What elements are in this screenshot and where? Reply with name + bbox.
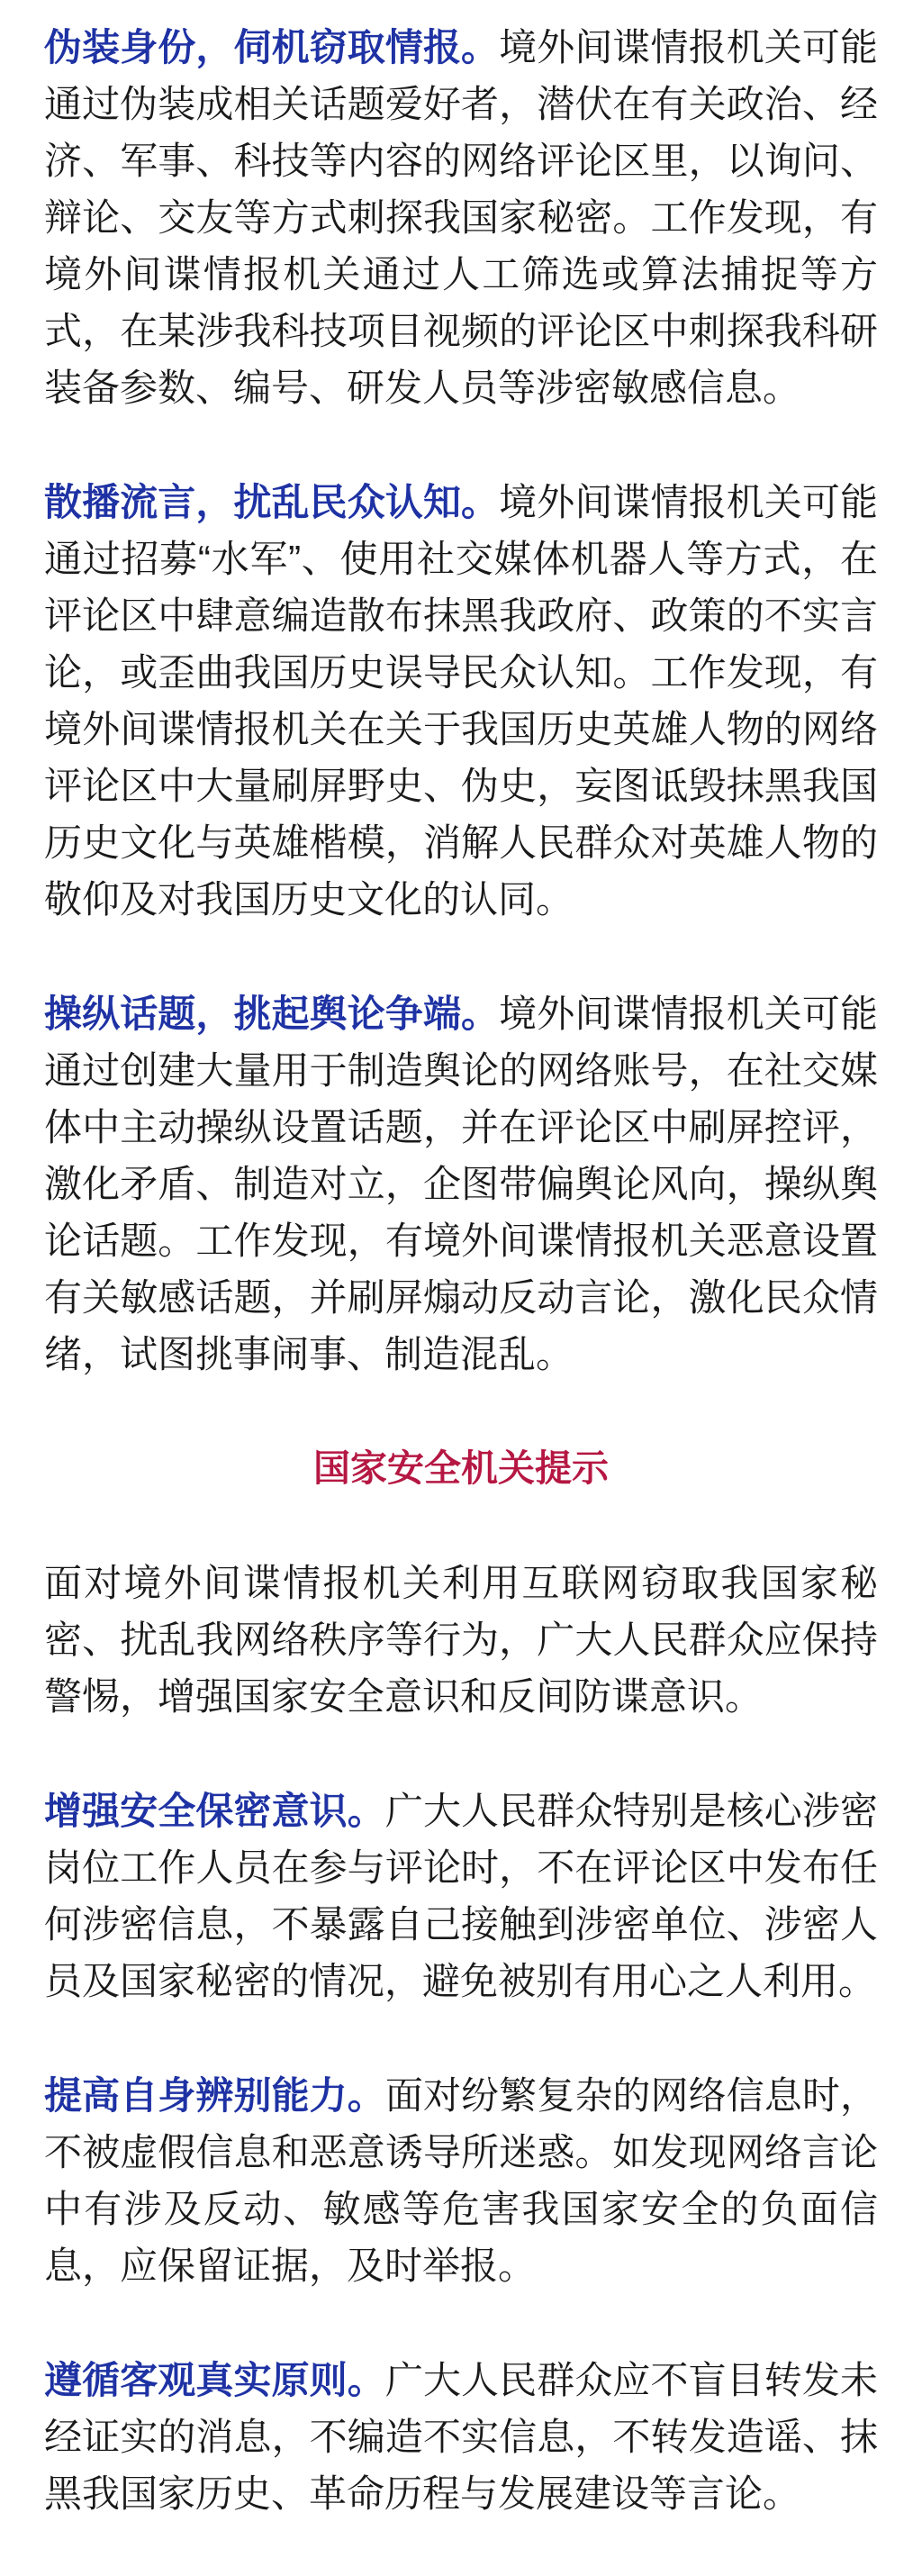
paragraph-text: 广大人民群众特别是核心涉密岗位工作人员在参与评论时，不在评论区中发布任何涉密信息，不暴露自己接触到涉密单位、涉密人员及国家秘密的情况，避免被别有用心之人利用。 (44, 1790, 878, 2002)
paragraph-improve-discernment (44, 2067, 878, 2294)
paragraph-text: 境外间谍情报机关可能通过伪装成相关话题爱好者，潜伏在有关政治、经济、军事、科技等内容的网络评论区里，以询问、辩论、交友等方式刺探我国家秘密。工作发现，有境外间谍情报机关通过人工筛选或算法捕捉等方式，在某涉我科技项目视频的评论区中刺探我科研装备参数、编号、研发人员等涉密敏感信息。 (44, 26, 878, 409)
paragraph-text: 面对纷繁复杂的网络信息时，不被虚假信息和恶意诱导所迷惑。如发现网络言论中有涉及反动、敏感等危害我国家安全的负面信息，应保留证据，及时举报。 (44, 2074, 878, 2287)
paragraph-manipulate-topics (44, 985, 878, 1383)
national-security-tips-heading: 国家安全机关提示 (313, 1447, 609, 1489)
paragraph-lead: 散播流言，扰乱民众认知。 (44, 481, 500, 523)
paragraph-text: 境外间谍情报机关可能通过创建大量用于制造舆论的网络账号，在社交媒体中主动操纵设置话题，并在评论区中刷屏控评，激化矛盾、制造对立，企图带偏舆论风向，操纵舆论话题。工作发现，有境外间谍情报机关恶意设置有关敏感话题，并刷屏煽动反动言论，激化民众情绪，试图挑事闹事、制造混乱。 (44, 993, 878, 1375)
paragraph-lead: 增强安全保密意识。 (44, 1790, 385, 1832)
paragraph-text: 境外间谍情报机关可能通过招募“水军”、使用社交媒体机器人等方式，在评论区中肆意编造散布抹黑我政府、政策的不实言论，或歪曲我国历史误导民众认知。工作发现，有境外间谍情报机关在关于我国历史英雄人物的网络评论区中大量刷屏野史、伪史，妄图诋毁抹黑我国历史文化与英雄楷模，消解人民群众对英雄人物的敬仰及对我国历史文化的认同。 (44, 481, 878, 921)
paragraph-lead: 遵循客观真实原则。 (44, 2359, 385, 2401)
paragraph-lead: 提高自身辨别能力。 (44, 2074, 385, 2117)
paragraph-follow-objectivity (44, 2352, 878, 2522)
paragraph-spread-rumors (44, 474, 878, 928)
paragraph-text: 广大人民群众应不盲目转发未经证实的消息，不编造不实信息，不转发造谣、抹黑我国家历史、革命历程与发展建设等言论。 (44, 2359, 878, 2515)
paragraph-public-notice-intro (44, 1555, 878, 1725)
paragraph-disguise-identity (44, 19, 878, 416)
paragraph-text: 面对境外间谍情报机关利用互联网窃取我国家秘密、扰乱我网络秩序等行为，广大人民群众应保持警惕，增强国家安全意识和反间防谍意识。 (44, 1562, 878, 1718)
paragraph-enhance-secrecy-awareness (44, 1782, 878, 2009)
paragraph-lead: 操纵话题，挑起舆论争端。 (44, 993, 500, 1035)
paragraph-lead: 伪装身份，伺机窃取情报。 (44, 26, 500, 68)
